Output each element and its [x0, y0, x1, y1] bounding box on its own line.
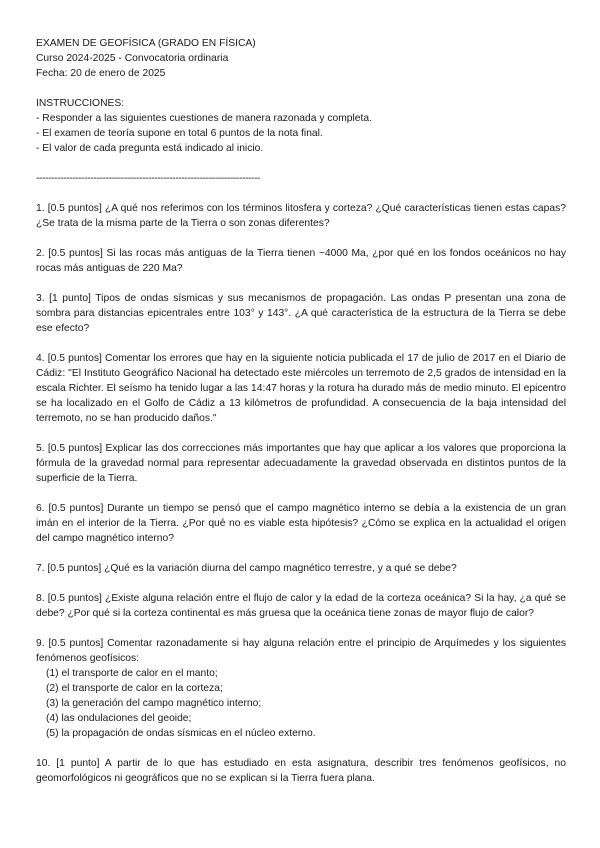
question-7 [36, 561, 566, 576]
question-subitem: (1) el transporte de calor en el manto; [46, 668, 218, 679]
question-8 [36, 591, 566, 621]
instructions-heading: INSTRUCCIONES: [36, 98, 125, 109]
question-text: 8. [0.5 puntos] ¿Existe alguna relación entre el flujo de calor y la edad de la corteza oceánica? Si la hay, ¿a qué se debe? ¿Por qué si la corteza continental es más gruesa que la oceánica tiene zonas de mayor flujo de calor? [36, 593, 566, 619]
question-text: 9. [0.5 puntos] Comentar razonadamente si hay alguna relación entre el principio de Arquímedes y los siguientes fenómenos geofísicos: [36, 638, 566, 664]
question-text: 2. [0.5 puntos] Si las rocas más antiguas de la Tierra tienen ~4000 Ma, ¿por qué en los fondos oceánicos no hay rocas más antiguas de 220 Ma? [36, 248, 566, 274]
question-10 [36, 756, 566, 786]
question-1 [36, 201, 566, 231]
question-5 [36, 441, 566, 486]
question-4 [36, 351, 566, 426]
question-subitem: (3) la generación del campo magnético interno; [46, 698, 262, 709]
question-subitem: (2) el transporte de calor en la corteza; [46, 683, 223, 694]
instruction-item: - El examen de teoría supone en total 6 puntos de la nota final. [36, 128, 323, 139]
date-line: Fecha: 20 de enero de 2025 [36, 68, 166, 79]
question-text: 3. [1 punto] Tipos de ondas sísmicas y sus mecanismos de propagación. Las ondas P presentan una zona de sombra para distancias epicentrales entre 103° y 143°. ¿A qué característica de la estructura de la Tierra se debe ese efecto? [36, 293, 566, 334]
question-2 [36, 246, 566, 276]
exam-document [36, 36, 566, 801]
question-text: 1. [0.5 puntos] ¿A qué nos referimos con los términos litosfera y corteza? ¿Qué características tienen estas capas? ¿Se trata de la misma parte de la Tierra o son zonas diferentes? [36, 203, 566, 229]
question-9 [36, 636, 566, 741]
question-subitem: (5) la propagación de ondas sísmicas en el núcleo externo. [46, 728, 316, 739]
question-text: 7. [0.5 puntos] ¿Qué es la variación diurna del campo magnético terrestre, y a qué se debe? [36, 563, 457, 574]
question-subitem: (4) las ondulaciones del geoide; [46, 713, 192, 724]
question-text: 4. [0.5 puntos] Comentar los errores que hay en la siguiente noticia publicada el 17 de julio de 2017 en el Diario de Cádiz: "El Instituto Geográfico Nacional ha detectado este miércoles un terremoto de 2,5 grados de intensidad en la escala Richter. El seísmo ha tenido lugar a las 14:47 horas y la rotura ha durado más de medio minuto. El epicentro se ha localizado en el Golfo de Cádiz a 13 kilómetros de profundidad. A consecuencia de la baja intensidad del terremoto, no se han producido daños." [36, 353, 566, 424]
question-6 [36, 501, 566, 546]
course-line: Curso 2024-2025 - Convocatoria ordinaria [36, 53, 229, 64]
question-text: 6. [0.5 puntos] Durante un tiempo se pensó que el campo magnético interno se debía a la existencia de un gran imán en el interior de la Tierra. ¿Por qué no es viable esta hipótesis? ¿Cómo se explica en la actualidad el origen del campo magnético interno? [36, 503, 566, 544]
question-text: 5. [0.5 puntos] Explicar las dos correcciones más importantes que hay que aplicar a los valores que proporciona la fórmula de la gravedad normal para representar adecuadamente la gravedad observada en distintos puntos de la superficie de la Tierra. [36, 443, 566, 484]
exam-title: EXAMEN DE GEOFÍSICA (GRADO EN FÍSICA) [36, 38, 256, 49]
separator-line: -------------------------------------------------------------------------- [36, 173, 261, 184]
question-3 [36, 291, 566, 336]
instruction-item: - Responder a las siguientes cuestiones de manera razonada y completa. [36, 113, 372, 124]
question-text: 10. [1 punto] A partir de lo que has estudiado en esta asignatura, describir tres fenómenos geofísicos, no geomorfológicos ni geográficos que no se explican si la Tierra fuera plana. [36, 758, 566, 784]
instruction-item: - El valor de cada pregunta está indicado al inicio. [36, 143, 264, 154]
